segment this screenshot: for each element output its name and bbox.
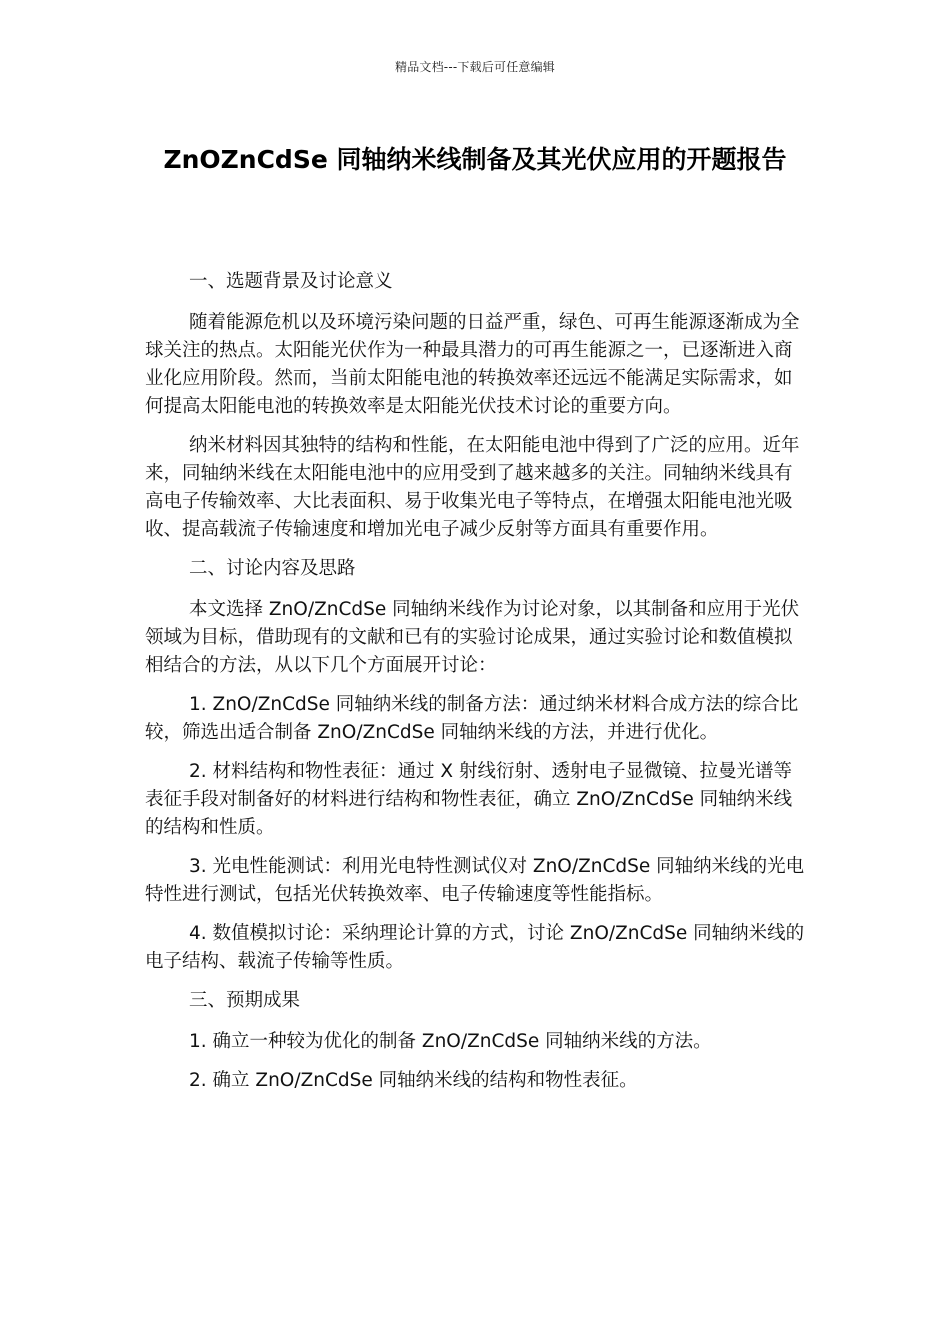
document-title: ZnOZnCdSe 同轴纳米线制备及其光伏应用的开题报告 xyxy=(163,145,787,174)
section-heading-results: 三、预期成果 xyxy=(189,990,301,1011)
list-item-simulation: 4. 数值模拟讨论：采纳理论计算的方式，讨论 ZnO/ZnCdSe 同轴纳米线的电子结构、载流子传输等性质。 xyxy=(145,923,805,972)
list-item-preparation: 1. ZnO/ZnCdSe 同轴纳米线的制备方法：通过纳米材料合成方法的综合比较，筛选出适合制备 ZnO/ZnCdSe 同轴纳米线的方法，并进行优化。 xyxy=(145,694,799,743)
paragraph-background-1: 随着能源危机以及环境污染问题的日益严重，绿色、可再生能源逐渐成为全球关注的热点。太阳能光伏作为一种最具潜力的可再生能源之一，已逐渐进入商业化应用阶段。然而，当前太阳能电池的转换效率还远远不能满足实际需求，如何提高太阳能电池的转换效率是太阳能光伏技术讨论的重要方向。 xyxy=(145,312,800,417)
document-body xyxy=(145,268,805,1106)
list-item-result-2: 2. 确立 ZnO/ZnCdSe 同轴纳米线的结构和物性表征。 xyxy=(189,1070,638,1091)
list-item-result-1: 1. 确立一种较为优化的制备 ZnO/ZnCdSe 同轴纳米线的方法。 xyxy=(189,1031,712,1052)
list-item-characterization: 2. 材料结构和物性表征：通过 X 射线衍射、透射电子显微镜、拉曼光谱等表征手段对制备好的材料进行结构和物性表征，确立 ZnO/ZnCdSe 同轴纳米线的结构和性质。 xyxy=(145,761,793,838)
section-heading-background: 一、选题背景及讨论意义 xyxy=(189,271,393,292)
paragraph-content-intro: 本文选择 ZnO/ZnCdSe 同轴纳米线作为讨论对象，以其制备和应用于光伏领域为目标，借助现有的文献和已有的实验讨论成果，通过实验讨论和数值模拟相结合的方法，从以下几个方面展开讨论： xyxy=(145,599,800,676)
section-heading-content: 二、讨论内容及思路 xyxy=(189,558,356,579)
list-item-photoelectric-test: 3. 光电性能测试：利用光电特性测试仪对 ZnO/ZnCdSe 同轴纳米线的光电特性进行测试，包括光伏转换效率、电子传输速度等性能指标。 xyxy=(145,856,805,905)
page-header: 精品文档---下载后可任意编辑 xyxy=(395,60,555,74)
paragraph-background-2: 纳米材料因其独特的结构和性能，在太阳能电池中得到了广泛的应用。近年来，同轴纳米线在太阳能电池中的应用受到了越来越多的关注。同轴纳米线具有高电子传输效率、大比表面积、易于收集光电子等特点，在增强太阳能电池光吸收、提高载流子传输速度和增加光电子减少反射等方面具有重要作用。 xyxy=(145,435,800,540)
